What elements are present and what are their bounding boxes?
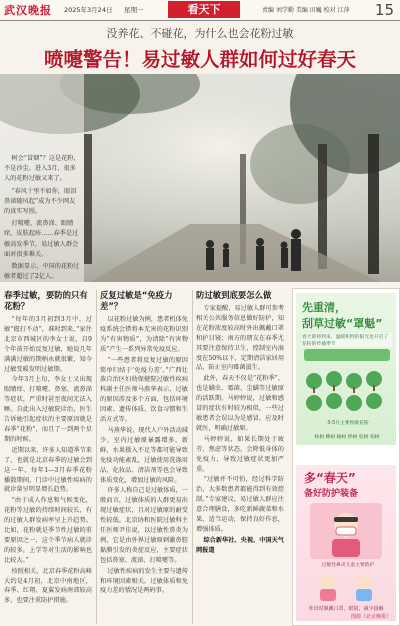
- issue-weekday: 星期一: [124, 6, 144, 14]
- column-paragraph: 马燕华说，现代人户外活动减少，室内过敏原暴露增多，新鲜、水果摄入不足等都可能导致免疫功能紊乱，过敏使用洗涤用品、化妆品、清洁剂等也会导致体质变化，增加过敏的风险。: [100, 426, 188, 484]
- article-subhead: 没养花、不碰花，为什么也会花粉过敏: [106, 27, 294, 40]
- article-column-2: [100, 290, 188, 597]
- protection-infographic-card: [296, 465, 396, 621]
- card-title-line1: 先重清，: [302, 301, 346, 314]
- card-title-line2: 备好防护装备: [304, 489, 359, 499]
- card-title-line1: 多“春天”: [304, 471, 356, 485]
- card-note: 外出时佩戴口罩、眼镜，减少接触: [308, 606, 384, 612]
- column-paragraph: “由于成人作息和气候变化，花粉等过敏的持续时间较长，有的过敏人群发病率呈上升趋势。比如，花粉就是季节性过敏的重要原因之一，这个季节病人就诊的较多，上学等对生活的影响也比较大。”: [4, 497, 92, 564]
- column-divider: [96, 290, 97, 624]
- section-banner: 看天下: [168, 1, 240, 18]
- column-paragraph: 许多人称自己是过敏体质，一般而言，过敏体质的人群更易出现过敏症状，且对过敏原的耐受性较低。北京协和医院过敏科主任医师尹佳说，以过敏性鼻炎为例，它是由外界过敏原刺激鼻腔黏膜引发的炎症反应，主要症状包括鼻塞、流涕、打喷嚏等。: [100, 487, 188, 564]
- column-paragraph: 按照相关，北京春季花粉高峰大约是4月初，北京中南地区，春季、红翔、夏翼发病南郊较高多，也要注重防护措施。: [4, 567, 92, 605]
- card-title-line2: 刮草过敏“罩魁”: [302, 317, 383, 330]
- child-illustration: [310, 571, 382, 601]
- card-tree-list: 杨树 柳树 榆树 桦树 松树 柏树: [314, 435, 380, 440]
- editor-credits: 责编 刘学勤 美编 田巍 校对 江萍: [262, 7, 350, 14]
- article-headline: 喷嚏警告！易过敏人群如何过好春天: [43, 48, 356, 71]
- card-subtitle: 过敏性鼻炎儿童主要防护: [321, 563, 375, 568]
- column-paragraph: “每年的3月初到3月中，过敏“握打不动”，准时到来，”家住北京市西城区的李女士说，自9个年前开始反复过敏，她说几年满满过敏的期柄永就很繁，知今过敏变暖发明过敏期。: [4, 316, 92, 373]
- intro-paragraph: 树会“冒烟”？这是花粉，不是沙尘。进入3月，很多人的花粉过敏又来了。: [4, 155, 80, 183]
- image-credit: 图源《北京晚报》: [350, 614, 391, 620]
- newspaper-logo: 武汉晚报: [4, 4, 52, 17]
- article-intro: [4, 154, 80, 282]
- card-subtitle: 3-5月主要致敏花粉: [327, 421, 369, 426]
- column-paragraph: 此外，春天不仅是“花粉季”，也是螨虫、霉菌、尘螨等过敏原的活跃期。马婷婷说，过敏和感冒的症状有时较为相似，一些过敏患者会误以为是感冒，应及时就医，明确过敏原。: [196, 375, 285, 432]
- column-paragraph: 过敏性疾病的发生主要与遗传和环境因素相关。过敏体质和免疫力差的情况是两码事。: [100, 567, 188, 595]
- article-photo: [0, 74, 400, 282]
- card-note: 春天即将到来，温暖和煦的阳光也开启了花粉的传播季节: [302, 333, 392, 347]
- sidebar-infographics: [292, 288, 400, 626]
- column-paragraph: “过敏并不可怕，经过科学防治，大多数患者都能得到有效控制。”专家建议，易过敏人群应注意合理膳食，多吃新鲜蔬菜和水果，适当运动，保持良好作息，增强体质。: [196, 476, 284, 533]
- column-paragraph: “一些患者将反复过敏的原因简单归结于‘免疫力差’。”广西壮族自治区妇幼保健院过敏性疾病科副主任医师马燕华表示，过敏的原因涉及多个方面，包括环境因素、遗传体质、饮食习惯和生活方式等。: [100, 356, 188, 424]
- page-number: 15: [374, 1, 394, 19]
- article-byline: 综合新华社、央视、中国天气网报道: [196, 536, 284, 554]
- column-paragraph: 马婷婷说，如果长期处于疲劳、焦虑等状态，会降低身体的免疫力，导致过敏症状更加严重。: [196, 435, 284, 473]
- article-column-3: [196, 290, 284, 557]
- column-paragraph: 专家提醒，易过敏人群可参考相关公共服务信息做好防护，知在花粉浓度较高时外出佩戴口罩和护目镜；南方的朋友在春季尤其要注意保持卫生，控制室内湿度在50%以下，定期清洁家居用品，防止室内霉菌滋生。: [196, 305, 285, 372]
- column-paragraph: 以花粉过敏为例，患者机体免疫系统会错将本无害的花粉识别为“有害物质”，为清除“有害物质”产生一系列异常免疫反应。: [100, 316, 188, 353]
- column-heading: 反复过敏是“免疫力差”？: [100, 290, 173, 311]
- intro-paragraph: 数据显示，中国的花粉过敏者超过了2亿人。: [4, 263, 80, 281]
- tree-pollen-illustration: [304, 349, 390, 415]
- column-paragraph: 今年3月上旬，李女士又出现眼睛痒、打喷嚏、鼻塞、流鼻涕等症状，严重时甚至夜间无法入睡。自此出入过敏院诊治，医生告诉她引起症状的主要原因就是春季“花粉”，而且了一到两个星期的时候。: [4, 376, 92, 443]
- intro-paragraph: “春风十里不如你，眼泪鼻涕随风起”成为不少网友的真实写照。: [4, 187, 77, 216]
- masthead: [0, 0, 400, 21]
- issue-date: 2025年3月24日: [64, 6, 113, 14]
- column-divider: [192, 290, 193, 624]
- column-paragraph: 近期以来，许多人知道季节来了，也就是北京春季的过敏会到这一年，每年1—3月春季花粉播散期间，门诊中过敏性疾病的就诊量呈明显增长趋势。: [4, 446, 92, 494]
- column-heading: 防过敏到底要怎么做: [196, 290, 272, 300]
- protection-gear-illustration: [310, 503, 382, 559]
- column-heading: 春季过敏，要防的只有花粉？: [4, 290, 88, 311]
- intro-paragraph: 打喷嚏、流鼻涕、眼睛痒，皮肤起疹……春季是过敏高发季节，易过敏人群会面对很多难关。: [4, 220, 79, 258]
- pollen-infographic-card: [296, 293, 396, 445]
- article-column-1: [4, 290, 92, 607]
